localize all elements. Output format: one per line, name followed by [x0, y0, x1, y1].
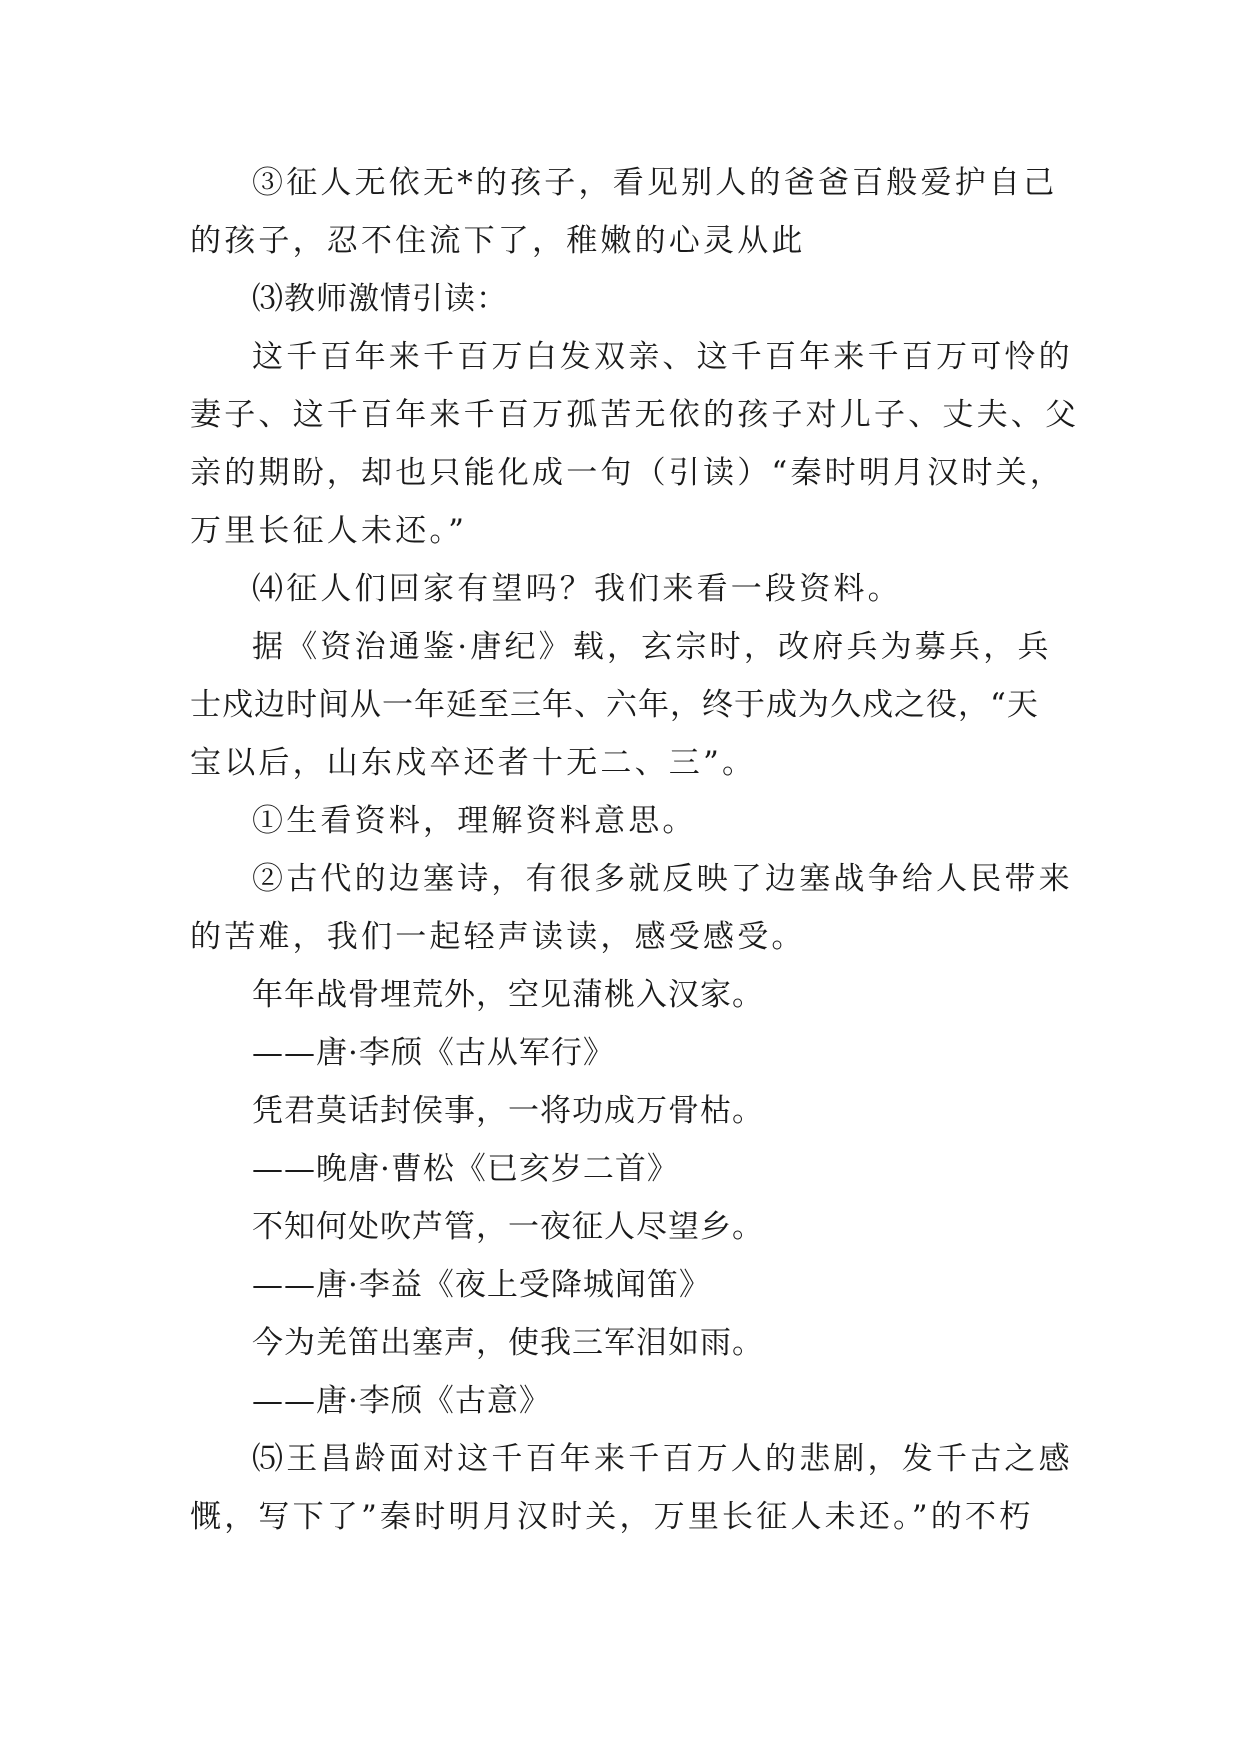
text-line: ——唐·李益《夜上受降城闻笛》: [252, 1267, 711, 1303]
text-line: 士戍边时间从一年延至三年、六年，终于成为久戍之役，“天: [190, 687, 1039, 723]
text-line: 宝以后，山东戍卒还者十无二、三”。: [190, 745, 757, 781]
text-line: 今为羌笛出塞声，使我三军泪如雨。: [252, 1325, 764, 1361]
text-line: 亲的期盼，却也只能化成一句（引读）“秦时明月汉时关，: [190, 455, 1065, 491]
text-line: 不知何处吹芦管，一夜征人尽望乡。: [252, 1209, 764, 1245]
text-line: ⑸王昌龄面对这千百年来千百万人的悲剧，发千古之感: [252, 1441, 1073, 1477]
text-line: ①生看资料，理解资料意思。: [252, 803, 697, 839]
text-line: ⑶教师激情引读：: [252, 281, 508, 317]
text-line: ——唐·李颀《古从军行》: [252, 1035, 615, 1071]
text-line: 据《资治通鉴·唐纪》载，玄宗时，改府兵为募兵，兵: [252, 629, 1052, 665]
text-line: 的苦难，我们一起轻声读读，感受感受。: [190, 919, 806, 955]
text-line: 年年战骨埋荒外，空见蒲桃入汉家。: [252, 977, 764, 1013]
text-line: ③征人无依无*的孩子，看见别人的爸爸百般爱护自己: [252, 165, 1058, 201]
text-line: ②古代的边塞诗，有很多就反映了边塞战争给人民带来: [252, 861, 1073, 897]
text-line: 万里长征人未还。”: [190, 513, 468, 549]
text-line: ⑷征人们回家有望吗？我们来看一段资料。: [252, 571, 902, 607]
text-line: 的孩子，忍不住流下了，稚嫩的心灵从此: [190, 223, 806, 259]
text-line: 凭君莫话封侯事，一将功成万骨枯。: [252, 1093, 764, 1129]
text-line: 这千百年来千百万白发双亲、这千百年来千百万可怜的: [252, 339, 1073, 375]
text-line: ——晚唐·曹松《已亥岁二首》: [252, 1151, 679, 1187]
text-line: ——唐·李颀《古意》: [252, 1383, 551, 1419]
text-line: 慨，写下了”秦时明月汉时关，万里长征人未还。”的不朽: [190, 1499, 1034, 1535]
text-line: 妻子、这千百年来千百万孤苦无依的孩子对儿子、丈夫、父: [190, 397, 1080, 433]
